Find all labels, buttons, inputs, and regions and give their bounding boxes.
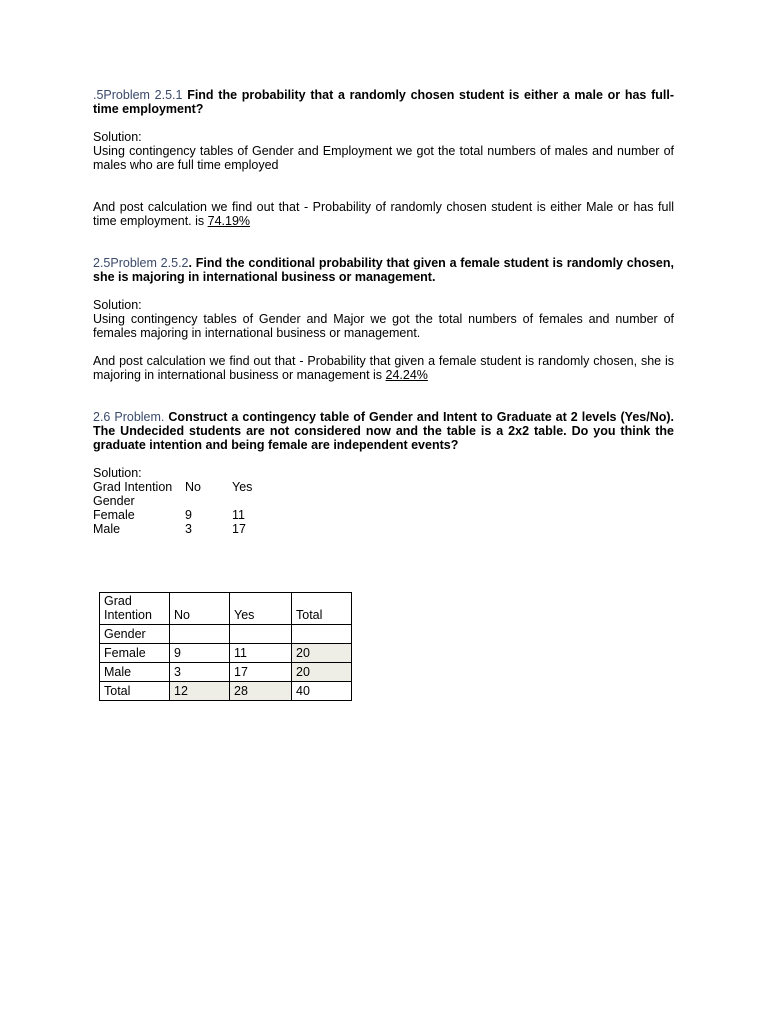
problem-2-6-heading bbox=[93, 410, 674, 452]
table-row bbox=[100, 663, 352, 682]
plain-contingency-table bbox=[93, 480, 252, 536]
result-paragraph bbox=[93, 200, 674, 228]
table-cell: Total bbox=[100, 682, 170, 701]
table-header-cell: Yes bbox=[230, 593, 292, 625]
table-cell: 11 bbox=[230, 644, 292, 663]
table-header-cell: Total bbox=[292, 593, 352, 625]
table-row bbox=[100, 682, 352, 701]
problem-question: . Find the conditional probability that given a female student is randomly chosen, she is majoring in international business or management. bbox=[93, 256, 674, 284]
table-cell: 3 bbox=[170, 663, 230, 682]
table-row bbox=[93, 480, 252, 494]
bordered-contingency-table bbox=[99, 592, 352, 701]
table-cell: No bbox=[185, 480, 201, 494]
result-paragraph bbox=[93, 354, 674, 382]
table-cell: 17 bbox=[230, 663, 292, 682]
solution-label: Solution: bbox=[93, 130, 142, 144]
table-cell: Male bbox=[93, 522, 121, 536]
table-cell: Gender bbox=[100, 625, 170, 644]
table-cell: 20 bbox=[292, 663, 352, 682]
problem-2-5-2-heading bbox=[93, 256, 674, 284]
table-cell: 9 bbox=[185, 508, 192, 522]
result-text: And post calculation we find out that - Probability of randomly chosen student is either Male or has full time employment. is bbox=[93, 200, 674, 228]
table-cell: 20 bbox=[292, 644, 352, 663]
table-header-cell: No bbox=[170, 593, 230, 625]
result-text: And post calculation we find out that - Probability that given a female student is randomly chosen, she is majoring in international business or management is bbox=[93, 354, 674, 382]
table-cell: 12 bbox=[170, 682, 230, 701]
table-cell: 11 bbox=[232, 508, 245, 522]
result-value: 74.19% bbox=[207, 214, 251, 228]
table-row bbox=[93, 508, 252, 522]
solution-label: Solution: bbox=[93, 466, 142, 480]
table-row bbox=[93, 494, 252, 508]
header-line: Grad bbox=[104, 594, 132, 608]
table-cell: 9 bbox=[170, 644, 230, 663]
solution-label: Solution: bbox=[93, 298, 142, 312]
table-cell: 28 bbox=[230, 682, 292, 701]
table-cell: Female bbox=[100, 644, 170, 663]
table-cell: 17 bbox=[232, 522, 246, 536]
problem-2-5-1-heading bbox=[93, 88, 674, 116]
header-line: Intention bbox=[104, 608, 152, 622]
table-cell: Gender bbox=[93, 494, 135, 508]
problem-question: Find the probability that a randomly chosen student is either a male or has full-time employment? bbox=[93, 88, 674, 116]
table-cell: Grad Intention bbox=[93, 480, 173, 494]
document-page bbox=[93, 88, 674, 701]
problem-label: 2.5Problem 2.5.2 bbox=[93, 256, 189, 270]
table-row bbox=[100, 593, 352, 625]
table-cell: Male bbox=[100, 663, 170, 682]
table-row bbox=[100, 625, 352, 644]
table-cell: 40 bbox=[292, 682, 352, 701]
table-header-cell bbox=[100, 593, 170, 625]
table-row bbox=[93, 522, 252, 536]
table-row bbox=[100, 644, 352, 663]
problem-label: 2.6 Problem. bbox=[93, 410, 165, 424]
solution-text: Using contingency tables of Gender and Employment we got the total numbers of males and number of males who are full time employed bbox=[93, 144, 674, 172]
problem-question: Construct a contingency table of Gender and Intent to Graduate at 2 levels (Yes/No). The Undecided students are not considered now and the table is a 2x2 table. Do you think the graduate intention and being female are independent events? bbox=[93, 410, 674, 452]
solution-text: Using contingency tables of Gender and Major we got the total numbers of females and number of females majoring in international business or management. bbox=[93, 312, 674, 340]
table-cell: Yes bbox=[232, 480, 253, 494]
problem-label: .5Problem 2.5.1 bbox=[93, 88, 183, 102]
result-value: 24.24% bbox=[385, 368, 428, 382]
table-cell: 3 bbox=[185, 522, 192, 536]
table-cell: Female bbox=[93, 508, 135, 522]
